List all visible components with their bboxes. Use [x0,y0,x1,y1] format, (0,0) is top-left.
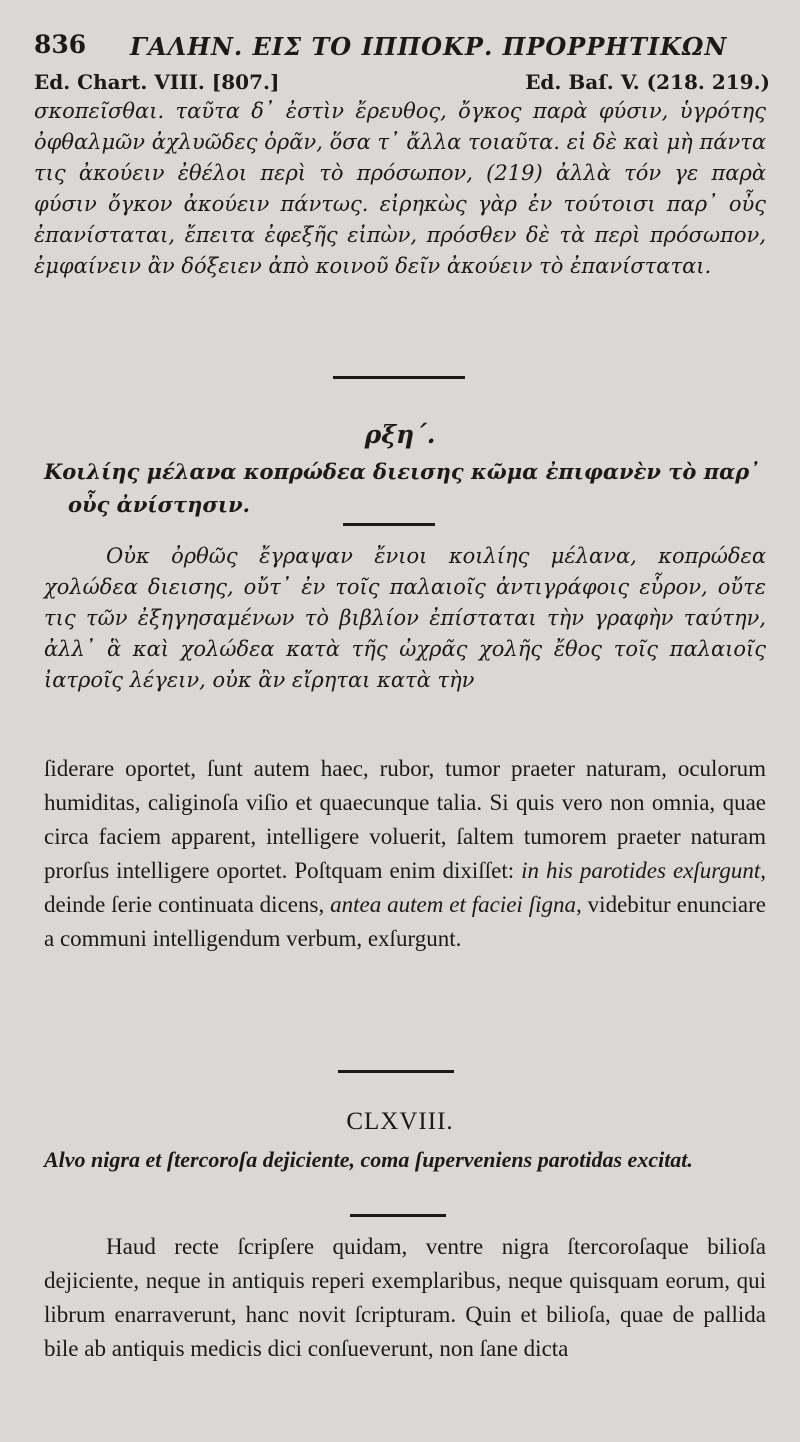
divider-rule [333,376,465,379]
greek-paragraph-1: σκοπεῖσθαι. ταῦτα δ᾽ ἐστὶν ἔρευθος, ὄγκος παρὰ φύσιν, ὑγρότης ὀφθαλμῶν ἀχλυῶδες ὁρᾶν, ὅσα τ᾽ ἄλλα τοιαῦτα. εἰ δὲ καὶ μὴ πάντα τις ἀκούειν ἐθέλοι περὶ τὸ πρόσωπον, (219) ἀλλὰ τόν γε παρὰ φύσιν ὄγκον ἀκούειν πάντως. εἰρηκὼς γὰρ ἐν τούτοισι παρ᾽ οὖς ἐπανίσταται, ἔπειτα ἐφεξῆς εἰπὼν, πρόσθεν δὲ τὰ περὶ πρόσωπον, ἐμφαίνειν ἂν δόξειεν ἀπὸ κοινοῦ δεῖν ἀκούειν τὸ ἐπανίσταται. [34,99,766,278]
page-number: 836 [34,30,87,59]
edition-chart-ref: Ed. Chart. VIII. [807.] [34,70,280,94]
edition-references [34,70,770,98]
latin-quote: in his parotides exſurgunt [521,858,761,883]
latin-paragraph-1 [44,752,766,956]
latin-paragraph-2: Haud recte ſcripſere quidam, ventre nigra ſtercoroſaque bilioſa dejiciente, neque in antiquis reperi exemplaribus, neque quisquam eorum, qui librum enarraverunt, hanc novit ſcripturam. Quin et bilioſa, quae de pallida bile ab antiquis medicis dici conſueverunt, non ſane dicta [44,1234,766,1361]
latin-quote: antea autem et faciei ſigna [330,892,577,917]
latin-lemma: Alvo nigra et ſtercoroſa dejiciente, coma ſuperveniens parotidas excitat. [44,1147,693,1172]
latin-text: ſiderare oportet, ſunt autem haec, rubor, tumor praeter naturam, oculorum humiditas, caliginoſa viſio et quaecunque talia. Si quis vero non omnia, quae circa faciem apparent, intelligere voluerit, ſaltem tumorem praeter naturam prorſus intelligere oportet. Poſtquam enim dixiſſet: [44,756,766,883]
divider-rule [338,1070,454,1073]
greek-lemma: Κοιλίης μέλανα κοπρώδεα διεισης κῶμα ἐπιφανὲν τὸ παρ᾽ οὖς ἀνίστησιν. [44,459,760,517]
divider-rule [343,523,435,526]
running-header [34,30,770,64]
latin-text: , videbitur enunciare a communi intelligendum verbum, exſurgunt. [44,892,767,951]
latin-text: , deinde ſerie continuata dicens, [44,858,766,917]
greek-section-number: ρξη΄. [364,420,436,449]
divider-rule [350,1214,446,1217]
greek-paragraph-2: Οὐκ ὀρθῶς ἔγραψαν ἔνιοι κοιλίης μέλανα, κοπρώδεα χολώδεα διεισης, οὔτ᾽ ἐν τοῖς παλαιοῖς ἀντιγράφοις εὗρον, οὔτε τις τῶν ἐξηγησαμένων τὸ βιβλίον ἐπίσταται τὴν γραφὴν ταύτην, ἀλλ᾽ ἃ καὶ χολώδεα κατὰ τῆς ὠχρᾶς χολῆς ἔθος τοῖς παλαιοῖς ἰατροῖς λέγειν, οὐκ ἂν εἴρηται κατὰ τὴν [44,544,766,692]
latin-section-number: CLXVIII. [346,1108,454,1135]
running-title: ΓΑΛΗΝ. ΕΙΣ ΤΟ ΙΠΠΟΚΡ. ΠΡΟΡΡΗΤΙΚΩΝ [130,32,728,61]
edition-basel-ref: Ed. Baſ. V. (218. 219.) [525,70,770,94]
